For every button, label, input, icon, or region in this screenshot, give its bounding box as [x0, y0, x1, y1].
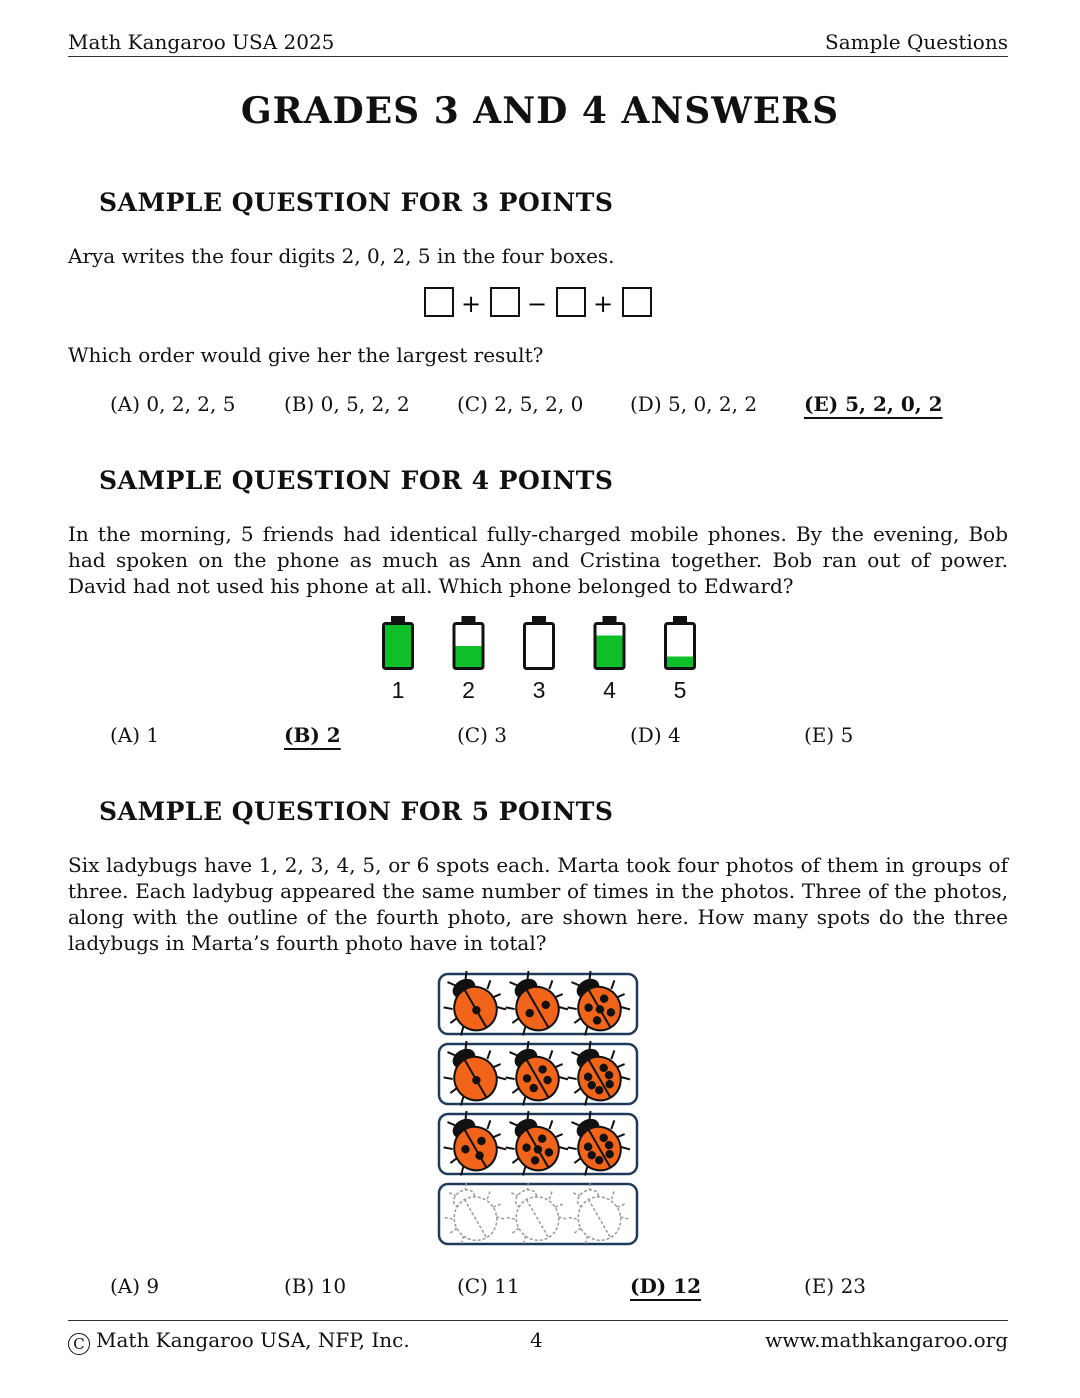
header-right: Sample Questions [825, 30, 1008, 54]
q5-option-b: (B) 10 [284, 1274, 347, 1298]
page-number: 4 [530, 1328, 543, 1352]
q5-heading: SAMPLE QUESTION FOR 5 POINTS [99, 797, 614, 826]
battery-charge-fill [385, 625, 411, 667]
q3-text: Arya writes the four digits 2, 0, 2, 5 in the four boxes. [68, 244, 615, 268]
battery-outline [525, 624, 554, 669]
header-rule [68, 56, 1008, 57]
q3-question: Which order would give her the largest result? [68, 343, 544, 367]
battery-terminal [532, 616, 546, 622]
photo-4 [436, 1172, 637, 1250]
battery-4 [595, 616, 624, 703]
battery-figure [370, 612, 710, 704]
battery-label-3: 3 [532, 677, 546, 703]
q4-option-c: (C) 3 [457, 723, 507, 747]
q4-heading: SAMPLE QUESTION FOR 4 POINTS [99, 466, 614, 495]
battery-label-1: 1 [391, 677, 405, 703]
q3-heading: SAMPLE QUESTION FOR 3 POINTS [99, 188, 614, 217]
q5-option-a: (A) 9 [110, 1274, 160, 1298]
battery-3 [525, 616, 554, 703]
photo-1 [436, 970, 637, 1042]
ladybug-photos-figure [436, 970, 642, 1250]
q5-option-c: (C) 11 [457, 1274, 520, 1298]
photo-2 [436, 1032, 637, 1112]
q5-text: Six ladybugs have 1, 2, 3, 4, 5, or 6 spots each. Marta took four photos of them in groups of three. Each ladybug appeared the same number of times in the photos. Three of the photos, along with the outline of the fourth photo, are shown here. How many spots do the three ladybugs in Marta’s fourth photo have in total? [68, 853, 1008, 955]
digit-box-2 [491, 288, 519, 316]
q4-option-b: (B) 2 [284, 723, 341, 747]
operator-3: + [592, 290, 614, 318]
operator-2: − [526, 290, 548, 318]
q5-option-e: (E) 23 [804, 1274, 867, 1298]
q4-option-a: (A) 1 [110, 723, 160, 747]
photo-3 [436, 1102, 637, 1182]
q3-option-e: (E) 5, 2, 0, 2 [804, 392, 943, 416]
battery-charge-fill [667, 657, 693, 668]
q4-option-d: (D) 4 [630, 723, 681, 747]
q3-boxes-expression [420, 284, 660, 322]
battery-terminal [603, 616, 617, 622]
battery-terminal [673, 616, 687, 622]
footer-org: Math Kangaroo USA, NFP, Inc. [96, 1328, 410, 1352]
battery-terminal [462, 616, 476, 622]
page-title: GRADES 3 AND 4 ANSWERS [240, 90, 840, 132]
q3-option-a: (A) 0, 2, 2, 5 [110, 392, 236, 416]
footer-copyright [68, 1328, 410, 1355]
battery-2 [454, 616, 483, 703]
q3-option-d: (D) 5, 0, 2, 2 [630, 392, 758, 416]
battery-label-2: 2 [462, 677, 475, 703]
q3-option-b: (B) 0, 5, 2, 2 [284, 392, 410, 416]
battery-charge-fill [456, 646, 482, 667]
operator-1: + [460, 290, 482, 318]
q4-option-e: (E) 5 [804, 723, 854, 747]
header-left: Math Kangaroo USA 2025 [68, 30, 335, 54]
digit-box-1 [425, 288, 453, 316]
digit-box-4 [623, 288, 651, 316]
footer-rule [68, 1320, 1008, 1321]
copyright-symbol: C [68, 1333, 90, 1355]
battery-5 [666, 616, 695, 703]
battery-label-5: 5 [673, 677, 687, 703]
battery-terminal [391, 616, 405, 622]
battery-label-4: 4 [603, 677, 616, 703]
q3-option-c: (C) 2, 5, 2, 0 [457, 392, 584, 416]
digit-box-3 [557, 288, 585, 316]
q4-text: In the morning, 5 friends had identical fully-charged mobile phones. By the evening, Bob had spoken on the phone as much as Ann and Cristina together. Bob ran out of power. David had not used his phone at all. Which phone belonged to Edward? [68, 522, 1008, 598]
footer-website[interactable]: www.mathkangaroo.org [765, 1328, 1008, 1352]
battery-1 [384, 616, 413, 703]
q5-option-d: (D) 12 [630, 1274, 702, 1298]
battery-charge-fill [597, 636, 623, 668]
